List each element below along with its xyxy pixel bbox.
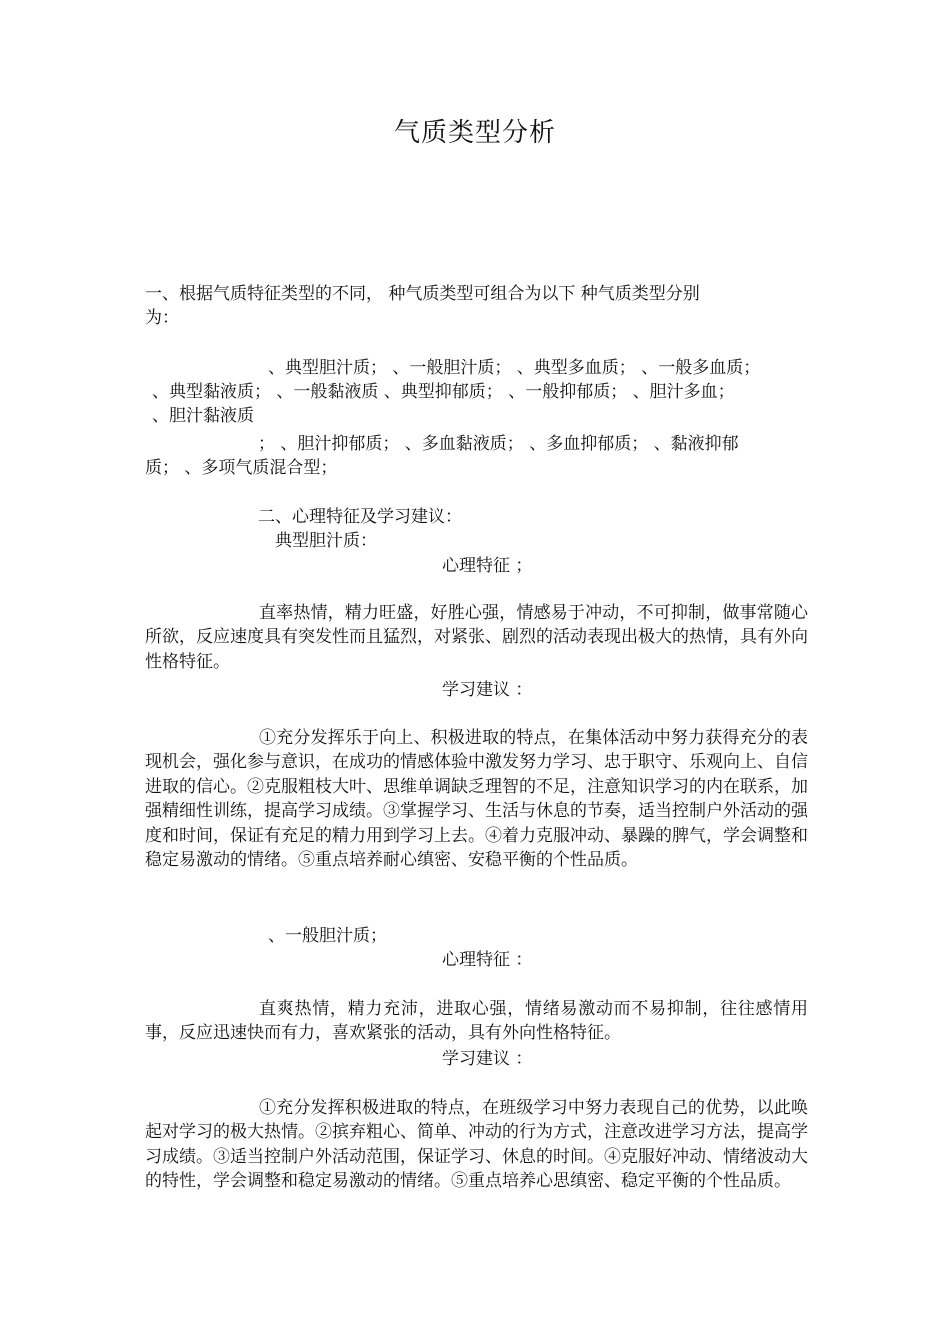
type2-name: 、一般胆汁质； xyxy=(268,926,387,946)
types-list-line5: 质； 、多项气质混合型； xyxy=(145,458,338,478)
type1-advice-heading: 学习建议 ： xyxy=(442,680,533,700)
type1-traits-heading: 心理特征 ； xyxy=(442,556,533,576)
types-list-line4: ； 、胆汁抑郁质； 、多血黏液质； 、多血抑郁质； 、黏液抑郁 xyxy=(258,434,739,454)
type1-advice-text: ①充分发挥乐于向上、积极进取的特点，在集体活动中努力获得充分的表现机会，强化参与意识，在成功的情感体验中激发努力学习、忠于职守、乐观向上、自信进取的信心。②克服粗枝大叶、思维单调缺乏理智的不足，注意知识学习的内在联系，加强精细性训练，提高学习成绩。③掌握学习、生活与休息的节奏，适当控制户外活动的强度和时间，保证有充足的精力用到学习上去。④着力克服冲动、暴躁的脾气，学会调整和稳定易激动的情绪。⑤重点培养耐心缜密、安稳平衡的个性品质。 xyxy=(145,728,808,871)
type2-traits-text: 直爽热情，精力充沛，进取心强，情绪易激动而不易抑制，往往感情用事，反应迅速快而有力，喜欢紧张的活动，具有外向性格特征。 xyxy=(145,999,808,1044)
section1-intro-line2: 为： xyxy=(145,308,179,328)
section2-heading: 二、心理特征及学习建议： xyxy=(258,507,462,527)
page-title: 气质类型分析 xyxy=(393,118,556,148)
type2-traits-heading: 心理特征 ： xyxy=(442,950,533,970)
types-list-line1: 、典型胆汁质； 、一般胆汁质； 、典型多血质； 、一般多血质； xyxy=(268,358,761,378)
type2-advice-heading: 学习建议 ： xyxy=(442,1049,533,1069)
section1-intro-line1: 一、根据气质特征类型的不同， 种气质类型可组合为以下 种气质类型分别 xyxy=(145,284,700,304)
type1-traits-text: 直率热情，精力旺盛，好胜心强，情感易于冲动，不可抑制，做事常随心所欲，反应速度具有突发性而且猛烈，对紧张、剧烈的活动表现出极大的热情，具有外向性格特征。 xyxy=(145,603,808,672)
type2-advice-text: ①充分发挥积极进取的特点，在班级学习中努力表现自己的优势，以此唤起对学习的极大热情。②摈弃粗心、简单、冲动的行为方式，注意改进学习方法，提高学习成绩。③适当控制户外活动范围，保证学习、休息的时间。④克服好冲动、情绪波动大的特性，学会调整和稳定易激动的情绪。⑤重点培养心思缜密、稳定平衡的个性品质。 xyxy=(145,1098,808,1192)
type1-name: 典型胆汁质： xyxy=(275,531,377,551)
types-list-line2: 、典型黏液质； 、一般黏液质 、典型抑郁质； 、一般抑郁质； 、胆汁多血； xyxy=(152,382,735,402)
types-list-line3: 、胆汁黏液质 xyxy=(152,406,254,426)
